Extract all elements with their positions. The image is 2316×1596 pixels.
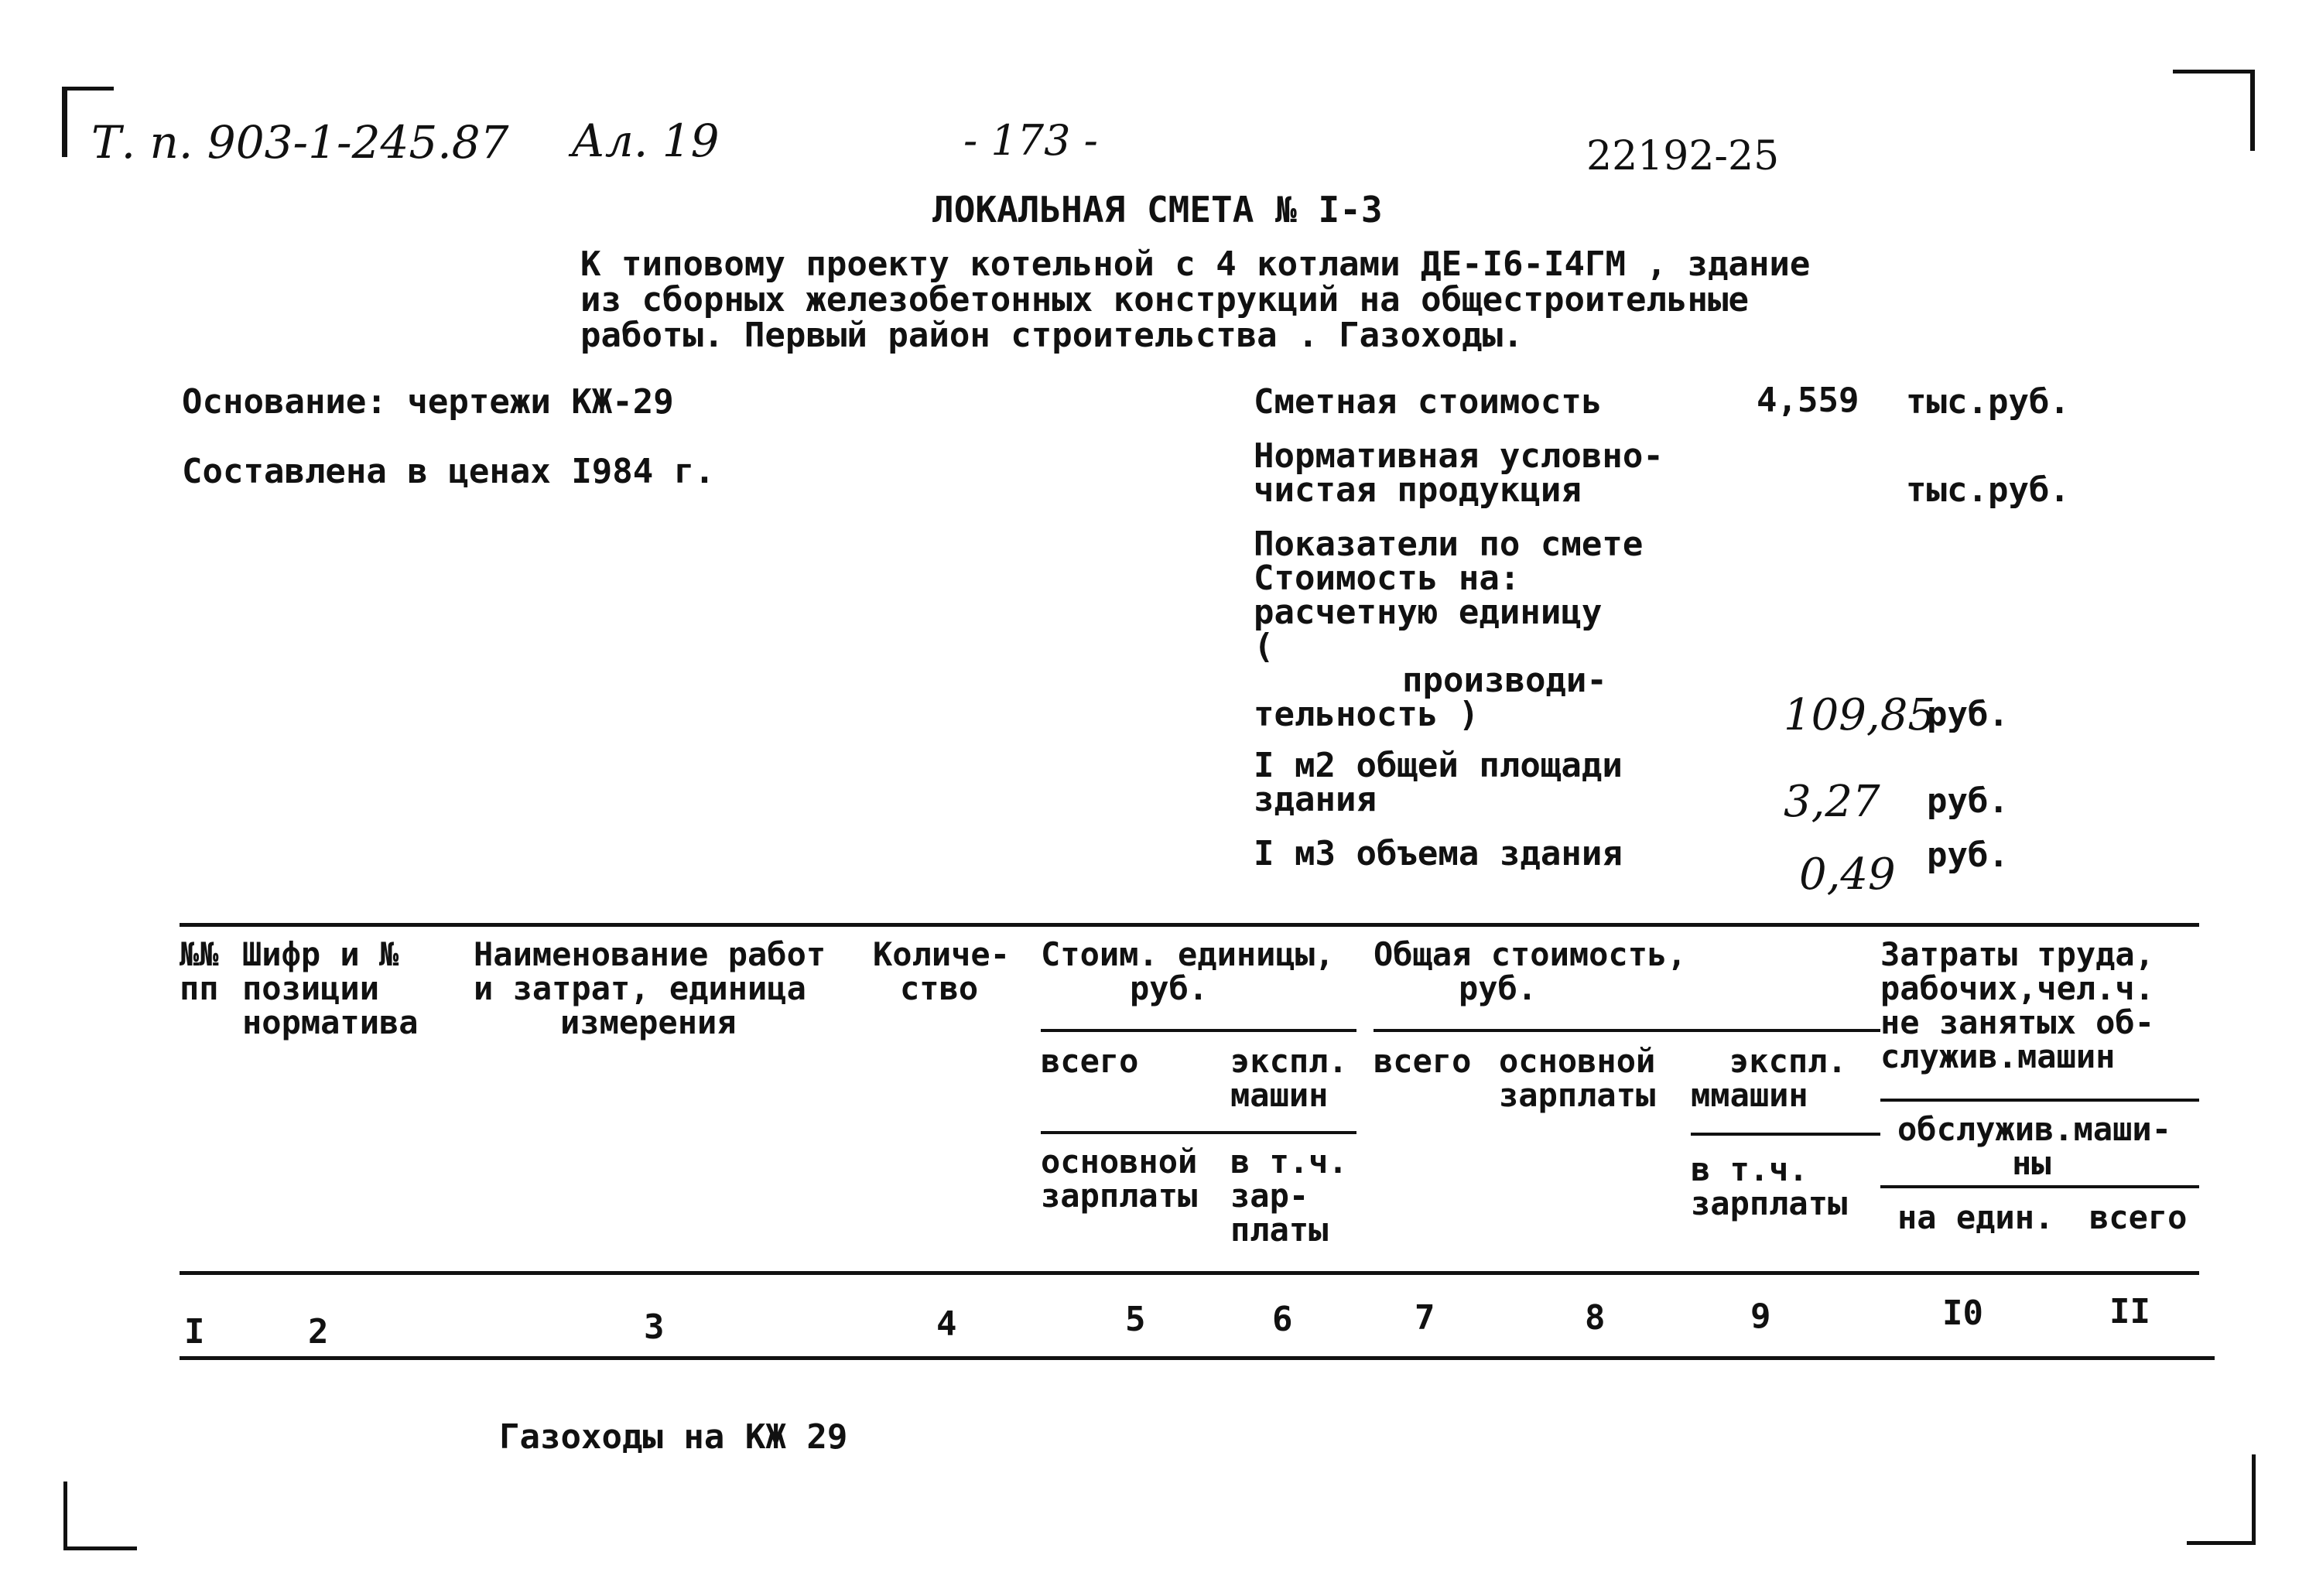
document-number: 22192-25 (1586, 133, 1780, 179)
volume-label: I м3 объема здания (1254, 834, 1623, 873)
header-col6-line2: машин (1230, 1076, 1329, 1114)
header-total-cost-line1: Общая стоимость, (1374, 935, 1687, 973)
header-col9-wages-1: в т.ч. (1691, 1150, 1808, 1188)
header-col9-line1: экспл. (1729, 1042, 1847, 1080)
column-number-8: 8 (1585, 1298, 1606, 1338)
capacity-value: 109,85 (1784, 690, 1935, 740)
basis-text: Основание: чертежи КЖ-29 (182, 382, 674, 422)
header-col5-wages-1: основной (1041, 1143, 1198, 1181)
column-number-6: 6 (1272, 1300, 1293, 1339)
cost-value: 4,559 (1757, 381, 1859, 420)
column-number-10: I0 (1942, 1294, 1983, 1333)
header-col3-line3: измерения (560, 1003, 737, 1041)
header-labor-mid-1: обслужив.маши- (1897, 1110, 2172, 1148)
column-number-1: I (184, 1312, 205, 1352)
header-labor-mid-2: ны (2012, 1144, 2051, 1182)
volume-value: 0,49 (1799, 849, 1896, 900)
header-bottom-rule (180, 1271, 2199, 1275)
capacity-label-2: тельность ) (1254, 695, 1480, 734)
album-number: Ал. 19 (571, 114, 720, 167)
header-col1-line2: пп (180, 969, 219, 1007)
header-col4-line2: ство (900, 969, 979, 1007)
table-top-rule (180, 923, 2199, 927)
column-number-2: 2 (308, 1312, 329, 1352)
header-col6-line1: экспл. (1230, 1042, 1348, 1080)
subtitle-line-2: из сборных железобетонных конструкций на общестроительные (580, 280, 1749, 320)
header-col11: всего (2089, 1198, 2188, 1236)
header-col8-line1: основной (1499, 1042, 1656, 1080)
rule-cols-10-11-b (1880, 1185, 2199, 1188)
area-unit: руб. (1927, 781, 2009, 821)
header-col6-wages-3: платы (1230, 1211, 1329, 1249)
header-col2-line1: Шифр и № (242, 935, 399, 973)
subtitle-line-3: работы. Первый район строительства . Газоходы. (580, 316, 1524, 355)
column-numbers-bottom-rule (180, 1356, 2215, 1360)
subtitle-line-1: К типовому проекту котельной с 4 котлами ДЕ-I6-I4ГМ , здание (580, 244, 1811, 284)
header-col1-line1: №№ (180, 935, 219, 973)
document-title: ЛОКАЛЬНАЯ СМЕТА № I-3 (932, 189, 1383, 231)
rule-cols-7-9 (1374, 1029, 1880, 1032)
cost-label: Сметная стоимость (1254, 382, 1603, 422)
header-col5-wages-2: зарплаты (1041, 1177, 1198, 1215)
header-col10: на един. (1897, 1198, 2054, 1236)
header-col9-wages-2: зарплаты (1691, 1184, 1848, 1222)
header-labor-line3: не занятых об- (1880, 1003, 2155, 1041)
column-number-3: 3 (644, 1307, 665, 1347)
header-col4-line1: Количе- (873, 935, 1011, 973)
column-number-11: II (2109, 1292, 2150, 1331)
indicators-line-2: Стоимость на: (1254, 559, 1521, 598)
page-number: - 173 - (963, 116, 1098, 165)
capacity-label-1: производи- (1402, 661, 1607, 700)
normative-unit: тыс.руб. (1906, 470, 2070, 510)
header-col3-line1: Наименование работ (474, 935, 826, 973)
area-value: 3,27 (1784, 777, 1880, 827)
column-number-4: 4 (936, 1304, 957, 1344)
indicators-line-3: расчетную единицу (1254, 593, 1603, 632)
cost-unit: тыс.руб. (1906, 382, 2070, 422)
project-code: Т. п. 903-1-245.87 (91, 116, 509, 169)
header-labor-line1: Затраты труда, (1880, 935, 2155, 973)
corner-mark-top-right (2173, 70, 2255, 151)
normative-label-1: Нормативная условно- (1254, 436, 1664, 476)
capacity-unit: руб. (1927, 695, 2009, 734)
header-col9-line2: ммашин (1691, 1076, 1808, 1114)
header-col2-line2: позиции (242, 969, 380, 1007)
area-label-2: здания (1254, 780, 1377, 819)
normative-label-2: чистая продукция (1254, 470, 1582, 510)
prices-text: Составлена в ценах I984 г. (182, 452, 715, 491)
header-col7-total: всего (1374, 1042, 1472, 1080)
header-labor-line2: рабочих,чел.ч. (1880, 969, 2155, 1007)
column-number-9: 9 (1750, 1297, 1771, 1336)
header-col3-line2: и затрат, единица (474, 969, 806, 1007)
header-unit-cost-line1: Стоим. единицы, (1041, 935, 1335, 973)
header-total-cost-line2: руб. (1459, 969, 1538, 1007)
rule-cols-10-11-a (1880, 1099, 2199, 1102)
rule-col-9-lower (1691, 1133, 1880, 1136)
header-col8-line2: зарплаты (1499, 1076, 1656, 1114)
header-labor-line4: служив.машин (1880, 1037, 2116, 1075)
column-number-7: 7 (1415, 1298, 1435, 1338)
header-col6-wages-2: зар- (1230, 1177, 1309, 1215)
corner-mark-bottom-right (2187, 1454, 2256, 1545)
corner-mark-bottom-left (63, 1482, 137, 1550)
rule-cols-5-6 (1041, 1029, 1356, 1032)
column-number-5: 5 (1125, 1300, 1146, 1339)
area-label-1: I м2 общей площади (1254, 746, 1623, 785)
volume-unit: руб. (1927, 836, 2009, 875)
header-col6-wages-1: в т.ч. (1230, 1143, 1348, 1181)
rule-cols-5-6-lower (1041, 1131, 1356, 1134)
header-unit-cost-line2: руб. (1130, 969, 1209, 1007)
header-col2-line3: норматива (242, 1003, 419, 1041)
indicators-line-4: ( (1254, 627, 1274, 666)
section-heading: Газоходы на КЖ 29 (499, 1417, 848, 1457)
header-col5-total: всего (1041, 1042, 1139, 1080)
indicators-line-1: Показатели по смете (1254, 525, 1644, 564)
